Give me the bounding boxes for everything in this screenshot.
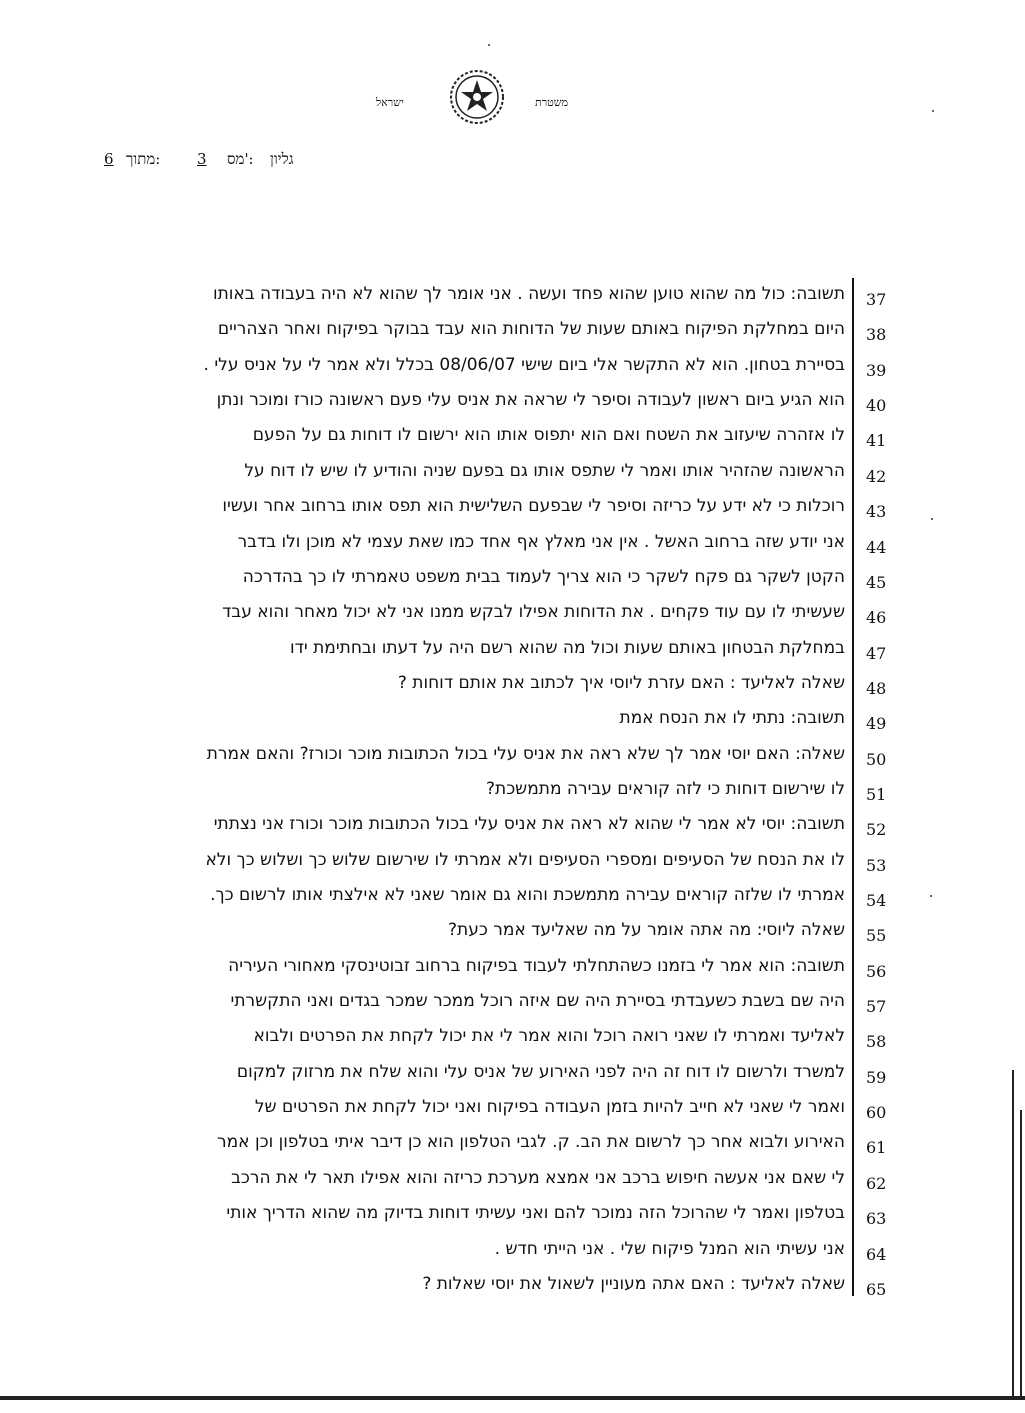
scan-speck xyxy=(930,895,932,897)
line-number: 38 xyxy=(866,325,887,345)
line-number: 41 xyxy=(866,431,887,451)
line-text: לי שאם אני אעשה חיפוש ברכב אני אמצא מערכת כריזה והוא אפילו תאר לי את הרכב xyxy=(231,1167,845,1188)
line-text: בסיירת בטחון. הוא לא התקשר אלי ביום שישי 08/06/07 בכלל ולא אמר לי על אניס עלי . xyxy=(203,354,845,375)
line-text: אמרתי לו שלזה קוראים עבירה מתמשכת והוא גם אומר שאני לא אילצתי אותו לרשום כך. xyxy=(210,885,845,905)
line-number: 50 xyxy=(866,749,887,769)
line-number: 58 xyxy=(866,1032,887,1052)
line-number: 40 xyxy=(866,396,887,416)
line-number: 64 xyxy=(866,1244,887,1264)
line-text: שאלה: האם יוסי אמר לך שלא ראה את אניס עלי בכול הכתובות מוכר וכורז? והאם אמרת xyxy=(206,743,845,764)
transcript-line xyxy=(0,883,1025,915)
line-number: 42 xyxy=(866,466,887,486)
transcript-line xyxy=(0,1166,1025,1198)
right-edge-line-2 xyxy=(1020,1110,1022,1400)
line-text: לו אזהרה שיעזוב את השטח ואם הוא יתפוס אותו הוא ירשום לו דוחות גם על הפעם xyxy=(252,425,845,446)
line-text: הקטן לשקר גם פקח לשקר כי הוא צריך לעמוד בבית משפט טאמרתי לו כך בהדרכה xyxy=(242,566,845,587)
line-number: 54 xyxy=(866,891,887,910)
line-number: 60 xyxy=(866,1103,887,1123)
scan-speck xyxy=(488,44,490,46)
line-text: הראשונה שהזהיר אותו ואמר לי שתפס אותו גם בפעם שניה והודיע לו שיש לו דוח על xyxy=(244,460,845,481)
org-name-right: ישראל xyxy=(376,96,404,109)
line-number: 39 xyxy=(866,360,887,380)
scan-speck xyxy=(932,110,934,112)
transcript-line xyxy=(0,918,1025,950)
transcript-line xyxy=(0,423,1025,455)
line-text: שאלה לאליעד : האם עזרת ליוסי איך לכתוב את אותם דוחות ? xyxy=(397,672,845,693)
line-number: 52 xyxy=(866,820,887,840)
line-number: 45 xyxy=(866,572,887,592)
line-number: 57 xyxy=(866,997,887,1016)
transcript-line xyxy=(0,1095,1025,1127)
line-number: 46 xyxy=(866,608,887,628)
transcript-line xyxy=(0,1024,1025,1056)
line-number: 59 xyxy=(866,1067,887,1087)
line-text: היה שם בשבת כשעבדתי בסיירת היה שם איזה רוכל ממכר שמכר בגדים ואני התקשרתי xyxy=(230,991,845,1011)
line-text: האירוע ולבוא אחר כך לרשום את הב. ק. לגבי הטלפון הוא כן דיבר איתי בטלפון וכן אמר xyxy=(217,1132,845,1153)
line-text: לאליעד ואמרתי לו שאני רואה רוכל והוא אמר לי את יכול לקחת את הפרטים ולבוא xyxy=(253,1026,845,1047)
line-number: 55 xyxy=(866,926,887,946)
line-text: אני יודע שזה ברחוב האשל . אין אני מאלץ אף אחד כמו שאת עצמי לא מוכן ולו בדבר xyxy=(237,531,845,552)
line-text: תשובה: כול מה שהוא טוען שהוא פחד ועשה . אני אומר לך שהוא לא היה בעבודה באותו xyxy=(213,284,845,304)
sheet-info xyxy=(100,150,300,170)
transcript-line xyxy=(0,989,1025,1021)
number-label: מס': xyxy=(227,150,254,168)
transcript-line xyxy=(0,317,1025,349)
line-number: 49 xyxy=(866,714,887,734)
transcript-line xyxy=(0,282,1025,314)
line-number: 37 xyxy=(866,290,887,309)
transcript-line xyxy=(0,1201,1025,1233)
line-text: תשובה: יוסי לא אמר לי שהוא לא ראה את אניס עלי בכול הכתובות מוכר וכורז אני נצתתי xyxy=(213,814,845,835)
line-text: אני עשיתי הוא המנל פיקוח שלי . אני הייתי חדש . xyxy=(494,1238,845,1259)
transcript-line xyxy=(0,636,1025,668)
sheet-number: 3 xyxy=(197,150,207,168)
line-number: 65 xyxy=(866,1279,887,1299)
bottom-edge-line xyxy=(0,1396,1025,1400)
line-number: 61 xyxy=(866,1138,887,1158)
transcript-line xyxy=(0,353,1025,385)
line-text: בטלפון ואמר לי שהרוכל הזה נמוכר להם ואני עשיתי דוחות בדיוק מה שהוא הדריך אותי xyxy=(226,1203,845,1224)
line-number: 62 xyxy=(866,1173,887,1193)
line-number: 63 xyxy=(866,1209,887,1229)
line-text: לו שירשום דוחות כי לזה קוראים עבירה מתמשכת? xyxy=(486,778,845,799)
line-text: הוא הגיע ביום ראשון לעבודה וסיפר לי שראה את אניס עלי פעם ראשונה כורז ומוכר ונתן xyxy=(216,390,845,411)
line-text: תשובה: נתתי לו את הנסח אמת xyxy=(619,708,845,729)
line-number: 43 xyxy=(866,502,887,522)
transcript-line xyxy=(0,954,1025,986)
line-text: שעשיתי לו עם עוד פקחים . את הדוחות אפילו לבקש ממנו אני לא יכול מאחר והוא עבד xyxy=(222,602,845,623)
line-text: למשרד ולרשום לו דוח זה היה לפני האירוע של אניס עלי והוא שלח את מרזוק למקום xyxy=(236,1061,845,1082)
line-number: 44 xyxy=(866,537,887,557)
transcript-line xyxy=(0,388,1025,420)
line-text: במחלקת הבטחון באותם שעות וכול מה שהוא רשם היה על דעתו ובחתימת ידו xyxy=(290,637,845,658)
transcript-line xyxy=(0,530,1025,562)
transcript-line xyxy=(0,600,1025,632)
page-header xyxy=(0,0,1025,140)
line-number: 51 xyxy=(866,784,887,804)
transcript-line xyxy=(0,1272,1025,1304)
transcript-line xyxy=(0,671,1025,703)
line-number: 48 xyxy=(866,678,887,698)
transcript-line xyxy=(0,848,1025,880)
org-name-left: משטרת xyxy=(535,96,569,109)
scan-speck xyxy=(931,518,933,520)
police-emblem-icon xyxy=(448,68,506,126)
line-text: שאלה לאליעד : האם אתה מעוניין לשאול את יוסי שאלות ? xyxy=(422,1273,845,1294)
transcript-line xyxy=(0,706,1025,738)
line-text: שאלה ליוסי: מה אתה אומר על מה שאליעד אמר כעת? xyxy=(448,920,845,941)
line-number: 47 xyxy=(866,643,887,663)
sheet-total: 6 xyxy=(104,150,114,168)
transcript-line xyxy=(0,565,1025,597)
of-label: מתוך: xyxy=(126,150,161,168)
line-text: תשובה: הוא אמר לי בזמנו כשהתחלתי לעבוד בפיקוח ברחוב זבוטינסקי מאחורי העיריה xyxy=(228,955,845,976)
transcript-line xyxy=(0,459,1025,491)
line-text: היום במחלקת הפיקוח באותם שעות של הדוחות הוא עבד בבוקר בפיקוח ואחר הצהריים xyxy=(217,319,845,340)
line-text: לו את הנסח של הסעיפים ומספרי הסעיפים ולא אמרתי לו שירשום שלוש כך ושלוש כך ולא xyxy=(205,849,845,870)
right-edge-line xyxy=(1012,1070,1014,1400)
transcript-line xyxy=(0,812,1025,844)
line-text: ואמר לי שאני לא חייב להיות בזמן העבודה בפיקוח ואני יכול לקחת את הפרטים של xyxy=(254,1097,845,1118)
line-text: רוכלות כי לא ידע על כריזה וסיפר לי שבפעם השלישית הוא תפס אותו ברחוב אחר ועשיו xyxy=(222,496,845,517)
transcript-line xyxy=(0,777,1025,809)
transcript-line xyxy=(0,1060,1025,1092)
sheet-label: גליון xyxy=(270,150,294,168)
transcript-line xyxy=(0,742,1025,774)
line-number: 53 xyxy=(866,855,887,875)
transcript-line xyxy=(0,494,1025,526)
line-number: 56 xyxy=(866,961,887,981)
transcript-line xyxy=(0,1237,1025,1269)
transcript-line xyxy=(0,1130,1025,1162)
